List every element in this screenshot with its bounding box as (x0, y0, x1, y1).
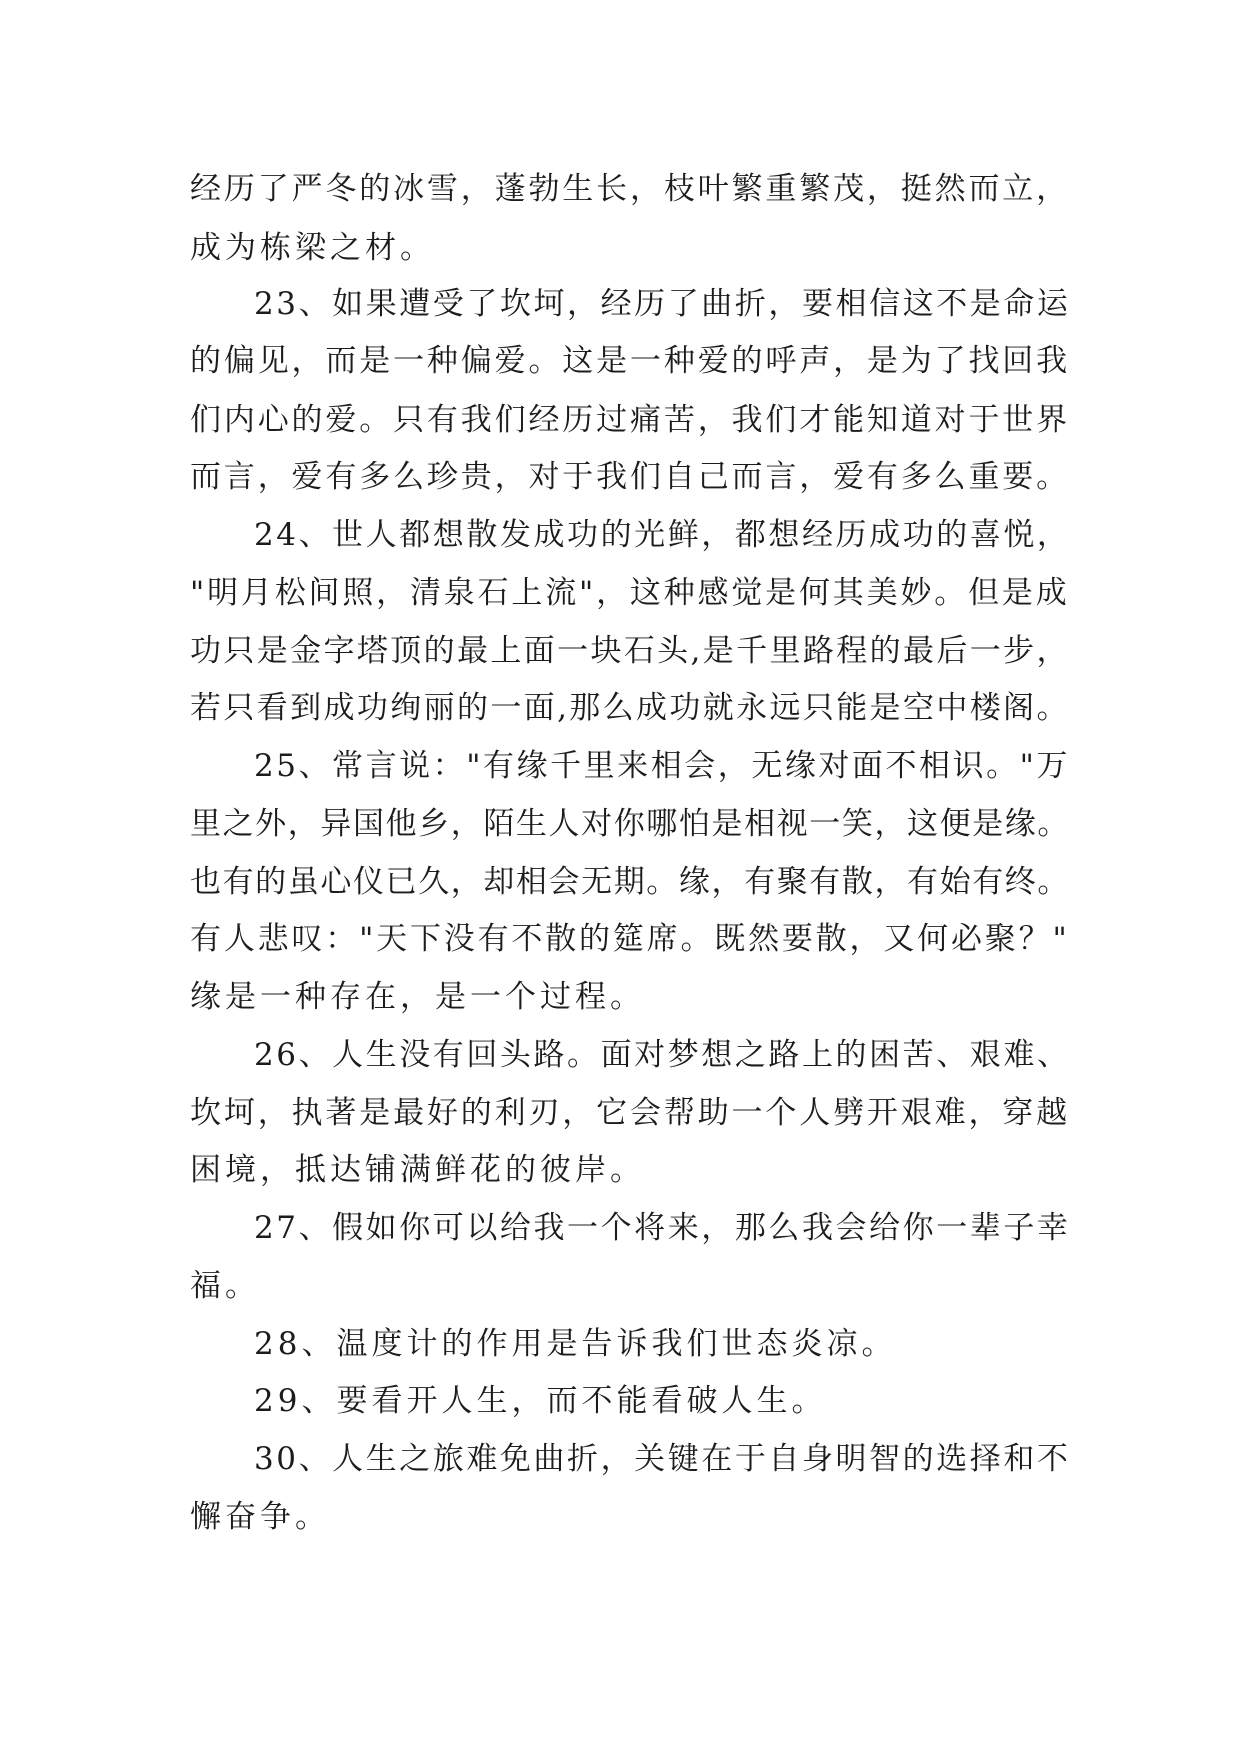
paragraph-28: 28、温度计的作用是告诉我们世态炎凉。 (254, 1326, 897, 1362)
text-line: 经历了严冬的冰雪，蓬勃生长，枝叶繁重繁茂，挺然而立， (190, 171, 1070, 207)
paragraph-30-start: 30、人生之旅难免曲折，关键在于自身明智的选择和不 (254, 1441, 1071, 1477)
text-line: 功只是金字塔顶的最上面一块石头,是千里路程的最后一步， (190, 633, 1070, 669)
paragraph-25-start: 25、常言说："有缘千里来相会，无缘对面不相识。"万 (254, 748, 1070, 784)
text-line: 坎坷，执著是最好的利刃，它会帮助一个人劈开艰难，穿越 (190, 1095, 1070, 1131)
text-line: 里之外，异国他乡，陌生人对你哪怕是相视一笑，这便是缘。 (190, 806, 1070, 842)
paragraph-24-start: 24、世人都想散发成功的光鲜，都想经历成功的喜悦， (254, 517, 1071, 553)
text-line: 也有的虽心仪已久，却相会无期。缘，有聚有散，有始有终。 (190, 864, 1070, 900)
text-line: 有人悲叹："天下没有不散的筵席。既然要散，又何必聚？" (190, 921, 1070, 957)
text-line: 而言，爱有多么珍贵，对于我们自己而言，爱有多么重要。 (190, 459, 1070, 495)
text-line: 们内心的爱。只有我们经历过痛苦，我们才能知道对于世界 (190, 402, 1070, 438)
text-line: "明月松间照，清泉石上流"，这种感觉是何其美妙。但是成 (190, 575, 1070, 611)
paragraph-26-start: 26、人生没有回头路。面对梦想之路上的困苦、艰难、 (254, 1037, 1071, 1073)
paragraph-29: 29、要看开人生，而不能看破人生。 (254, 1383, 827, 1419)
text-line: 困境，抵达铺满鲜花的彼岸。 (190, 1152, 645, 1188)
paragraph-27-start: 27、假如你可以给我一个将来，那么我会给你一辈子幸 (254, 1210, 1071, 1246)
text-line: 若只看到成功绚丽的一面,那么成功就永远只能是空中楼阁。 (190, 690, 1070, 726)
text-line: 的偏见，而是一种偏爱。这是一种爱的呼声，是为了找回我 (190, 343, 1070, 379)
paragraph-23-start: 23、如果遭受了坎坷，经历了曲折，要相信这不是命运 (254, 286, 1071, 322)
text-line: 福。 (190, 1268, 260, 1304)
text-line: 缘是一种存在，是一个过程。 (190, 979, 645, 1015)
text-line: 成为栋梁之材。 (190, 230, 435, 266)
text-line: 懈奋争。 (190, 1499, 330, 1535)
